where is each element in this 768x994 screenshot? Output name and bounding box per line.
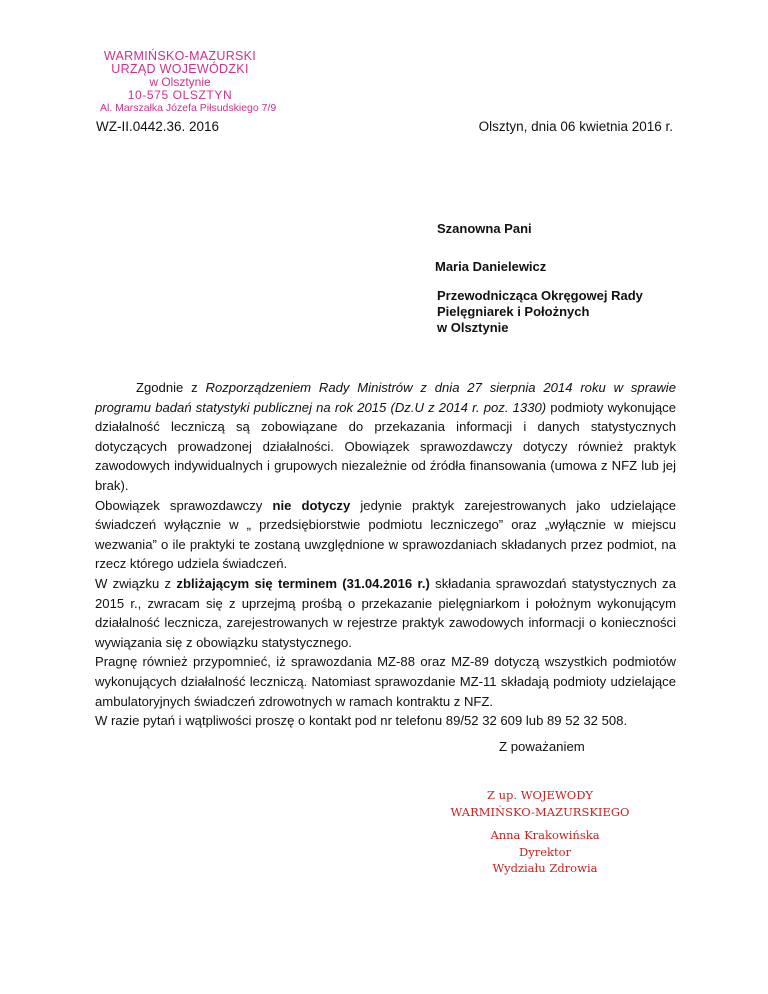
paragraph-4: Pragnę również przypomnieć, iż sprawozdania MZ-88 oraz MZ-89 dotyczą wszystkich podmiotów wykonujących działalność leczniczą. Natomiast sprawozdanie MZ-11 składają podmioty udzielające ambulatoryjnych świadczeń zdrowotnych w ramach kontraktu z NFZ.: [95, 654, 676, 709]
text: składania sprawozdań statystycznych za 2015 r., zwracam się z uprzejmą prośbą o przekazanie pielęgniarkom i położnym wykonującym działalność lecznicza, zarejestrowanych w rejestrze praktyk zawodowych informacji o konieczności wywiązania się z obowiązku statystycznego.: [95, 575, 676, 650]
text: jedynie praktyk zarejestrowanych jako udzielające świadczeń wyłącznie w „ przedsiębiorstwie podmiotu leczniczego” oraz „wyłącznie w miejscu wezwania” o ile praktyki te zostaną uwzględnione w sprawozdaniach składanych przez podmiot, na rzecz którego udziela świadczeń.: [95, 497, 676, 572]
regulation-citation: Rozporządzeniem Rady Ministrów z dnia 27 sierpnia 2014 roku w sprawie programu badań statystyki publicznej na rok 2015 (Dz.U z 2014 r. poz. 1330): [95, 380, 676, 415]
emphasis: nie dotyczy: [272, 497, 351, 513]
stamp-line: w Olsztynie: [149, 75, 211, 89]
addressee-name: Maria Danielewicz: [435, 259, 547, 274]
text: Zgodnie z: [136, 380, 206, 395]
signature-authority: [440, 787, 640, 821]
letter-body: [95, 378, 676, 731]
stamp-line: URZĄD WOJEWÓDZKI: [111, 62, 249, 76]
signature-line: Z up. WOJEWODY: [486, 788, 594, 802]
signer-name: Anna Krakowińska: [490, 828, 600, 842]
addressee-role-line: Pielęgniarek i Położnych: [437, 304, 590, 319]
closing: Z poważaniem: [499, 739, 585, 754]
addressee-role-line: w Olsztynie: [437, 320, 509, 335]
addressee-role: [437, 288, 643, 336]
stamp-line: WARMIŃSKO-MAZURSKI: [103, 49, 257, 63]
stamp-line: 10-575 OLSZTYN: [127, 88, 233, 102]
text: Obowiązek sprawozdawczy: [95, 497, 273, 513]
reference-number: WZ-II.0442.36. 2016: [96, 119, 220, 134]
place-and-date: Olsztyn, dnia 06 kwietnia 2016 r.: [478, 119, 673, 134]
signer-department: Wydziału Zdrowia: [492, 861, 598, 875]
deadline-emphasis: zbliżającym się terminem (31.04.2016 r.): [176, 575, 430, 591]
signature-line: WARMIŃSKO-MAZURSKIEGO: [450, 805, 630, 819]
signature-person: [455, 827, 635, 877]
text: W związku z: [95, 575, 177, 591]
paragraph-5: W razie pytań i wątpliwości proszę o kontakt pod nr telefonu 89/52 32 609 lub 89 52 32 508.: [95, 713, 628, 729]
paragraph-1: [95, 378, 676, 496]
signer-title: Dyrektor: [518, 844, 572, 859]
stamp-line: Al. Marszałka Józefa Piłsudskiego 7/9: [100, 102, 277, 114]
text: podmioty wykonujące działalność leczniczą są zobowiązane do przekazania informacji i danych statystycznych dotyczących prowadzonej działalności. Obowiązek sprawozdawczy dotyczy również praktyk zawodowych indywidualnych i grupowych niezależnie od źródła finansowania (umowa z NFZ lub jej brak).: [95, 399, 676, 493]
salutation: Szanowna Pani: [437, 221, 532, 236]
paragraph-3: [95, 574, 676, 652]
addressee-role-line: Przewodnicząca Okręgowej Rady: [437, 288, 643, 303]
office-stamp: [100, 49, 277, 115]
paragraph-2: [95, 496, 676, 574]
